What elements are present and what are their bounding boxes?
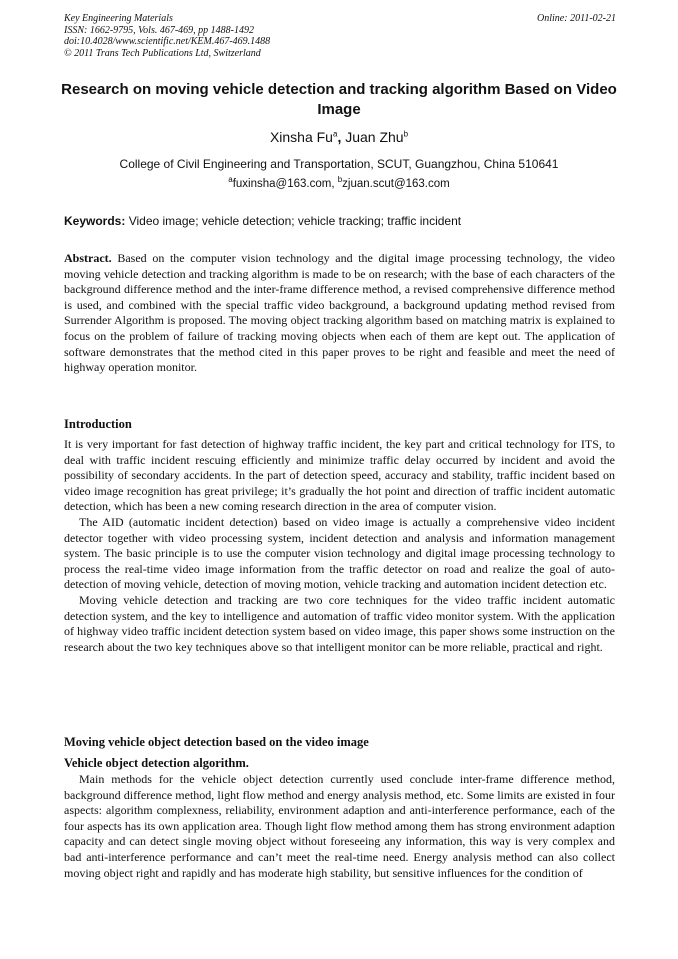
affiliation: College of Civil Engineering and Transportation, SCUT, Guangzhou, China 510641	[119, 157, 559, 171]
paper-title: Research on moving vehicle detection and tracking algorithm Based on Video Image	[61, 81, 617, 118]
journal-name: Key Engineering Materials	[64, 13, 173, 24]
author-line	[0, 129, 678, 145]
email-separator: ,	[331, 178, 338, 190]
copyright-line: © 2011 Trans Tech Publications Ltd, Switzerland	[64, 47, 261, 59]
email-b-sup: b	[337, 175, 343, 185]
email-line	[0, 175, 678, 190]
keywords	[64, 214, 616, 228]
keywords-text: Video image; vehicle detection; vehicle tracking; traffic incident	[128, 214, 462, 228]
intro-paragraph-3: Moving vehicle detection and tracking are two core techniques for the video traffic incident automatic detection system, and the key to intelligence and automation of traffic video monitor system. With the application of highway video traffic incident detection system based on video image, this paper shows some instruction on the research about the two key techniques above so that intelligent monitor can be more reliable, practical and right.	[64, 592, 615, 654]
doi-line: doi:10.4028/www.scientific.net/KEM.467-469.1488	[64, 36, 271, 47]
author-2-name: Juan Zhu	[341, 129, 404, 145]
keywords-label: Keywords:	[64, 214, 126, 228]
issn-line: ISSN: 1662-9795, Vols. 467-469, pp 1488-1492	[64, 24, 254, 36]
email-a: fuxinsha@163.com	[232, 178, 332, 190]
abstract-text: Based on the computer vision technology and the digital image processing technology, the video moving vehicle detection and tracking algorithm is made to be on research; with the base of each characters of the background difference method and the inter-frame difference method, a revised comprehensive difference method is used, and combined with the special traffic video background, a background updating method revised from Surrender Algorithm is proposed. The moving object tracking algorithm based on matching matrix is explained to focus on the problem of failure of tracking moving objects when each of them are kept out. The application of software demonstrates that the method cited in this paper proves to be right and feasible and meet the need of highway operation monitor.	[64, 251, 616, 375]
section-paragraph-1: Main methods for the vehicle object detection currently used conclude inter-frame difference method, background difference method, light flow method and energy analysis method, etc. Some limits are existed in four aspects: algorithm complexness, reliability, environment adaption and anti-interference performance, each of the four aspects has its own application area. Though light flow method among them has strong environment adaption capacity and can detect single moving object without foreseeing any information, this way is very complex and bad anti-interference performance and can’t meet the real-time need. Energy analysis method can also collect moving object right and rapidly and has moderate high stability, but sensitive influences for the condition of	[64, 772, 615, 880]
subsection-heading: Vehicle object detection algorithm.	[64, 756, 249, 770]
introduction-body	[64, 437, 615, 655]
email-b: zjuan.scut@163.com	[342, 178, 450, 190]
introduction-heading: Introduction	[64, 417, 132, 431]
author-1-name: Xinsha Fu	[269, 129, 333, 145]
email-a-sup: a	[228, 175, 233, 185]
author-separator: ,	[337, 129, 342, 145]
abstract-label: Abstract.	[64, 251, 112, 265]
author-1-sup: a	[332, 129, 338, 139]
section-body	[64, 772, 615, 881]
intro-paragraph-1: It is very important for fast detection of highway traffic incident, the key part and critical technology for ITS, to deal with traffic incident rescuing efficiently and minimize traffic delay occurred by incident and avoid the possibility of secondary accidents. In the part of detection speed, accuracy and stability, traffic incident based on video image recognition has great privilege; it’s gradually the hot point and direction of traffic incident automatic detection, which has been a new coming research direction in the area of computer vision.	[64, 437, 615, 514]
abstract	[64, 251, 615, 376]
journal-header	[64, 13, 616, 59]
online-date: Online: 2011-02-21	[537, 13, 616, 24]
section-heading: Moving vehicle object detection based on the video image	[64, 735, 369, 749]
author-2-sup: b	[403, 129, 409, 139]
intro-paragraph-2: The AID (automatic incident detection) based on video image is actually a comprehensive video incident detector together with video processing system, incident detection and analysis and information management system. The basic principle is to use the computer vision technology and digital image processing technology to process the real-time video image information from the traffic detector on road and realize the goal of auto-detection of moving vehicle, detection of moving motion, vehicle tracking and automation incident detection etc.	[64, 514, 615, 592]
